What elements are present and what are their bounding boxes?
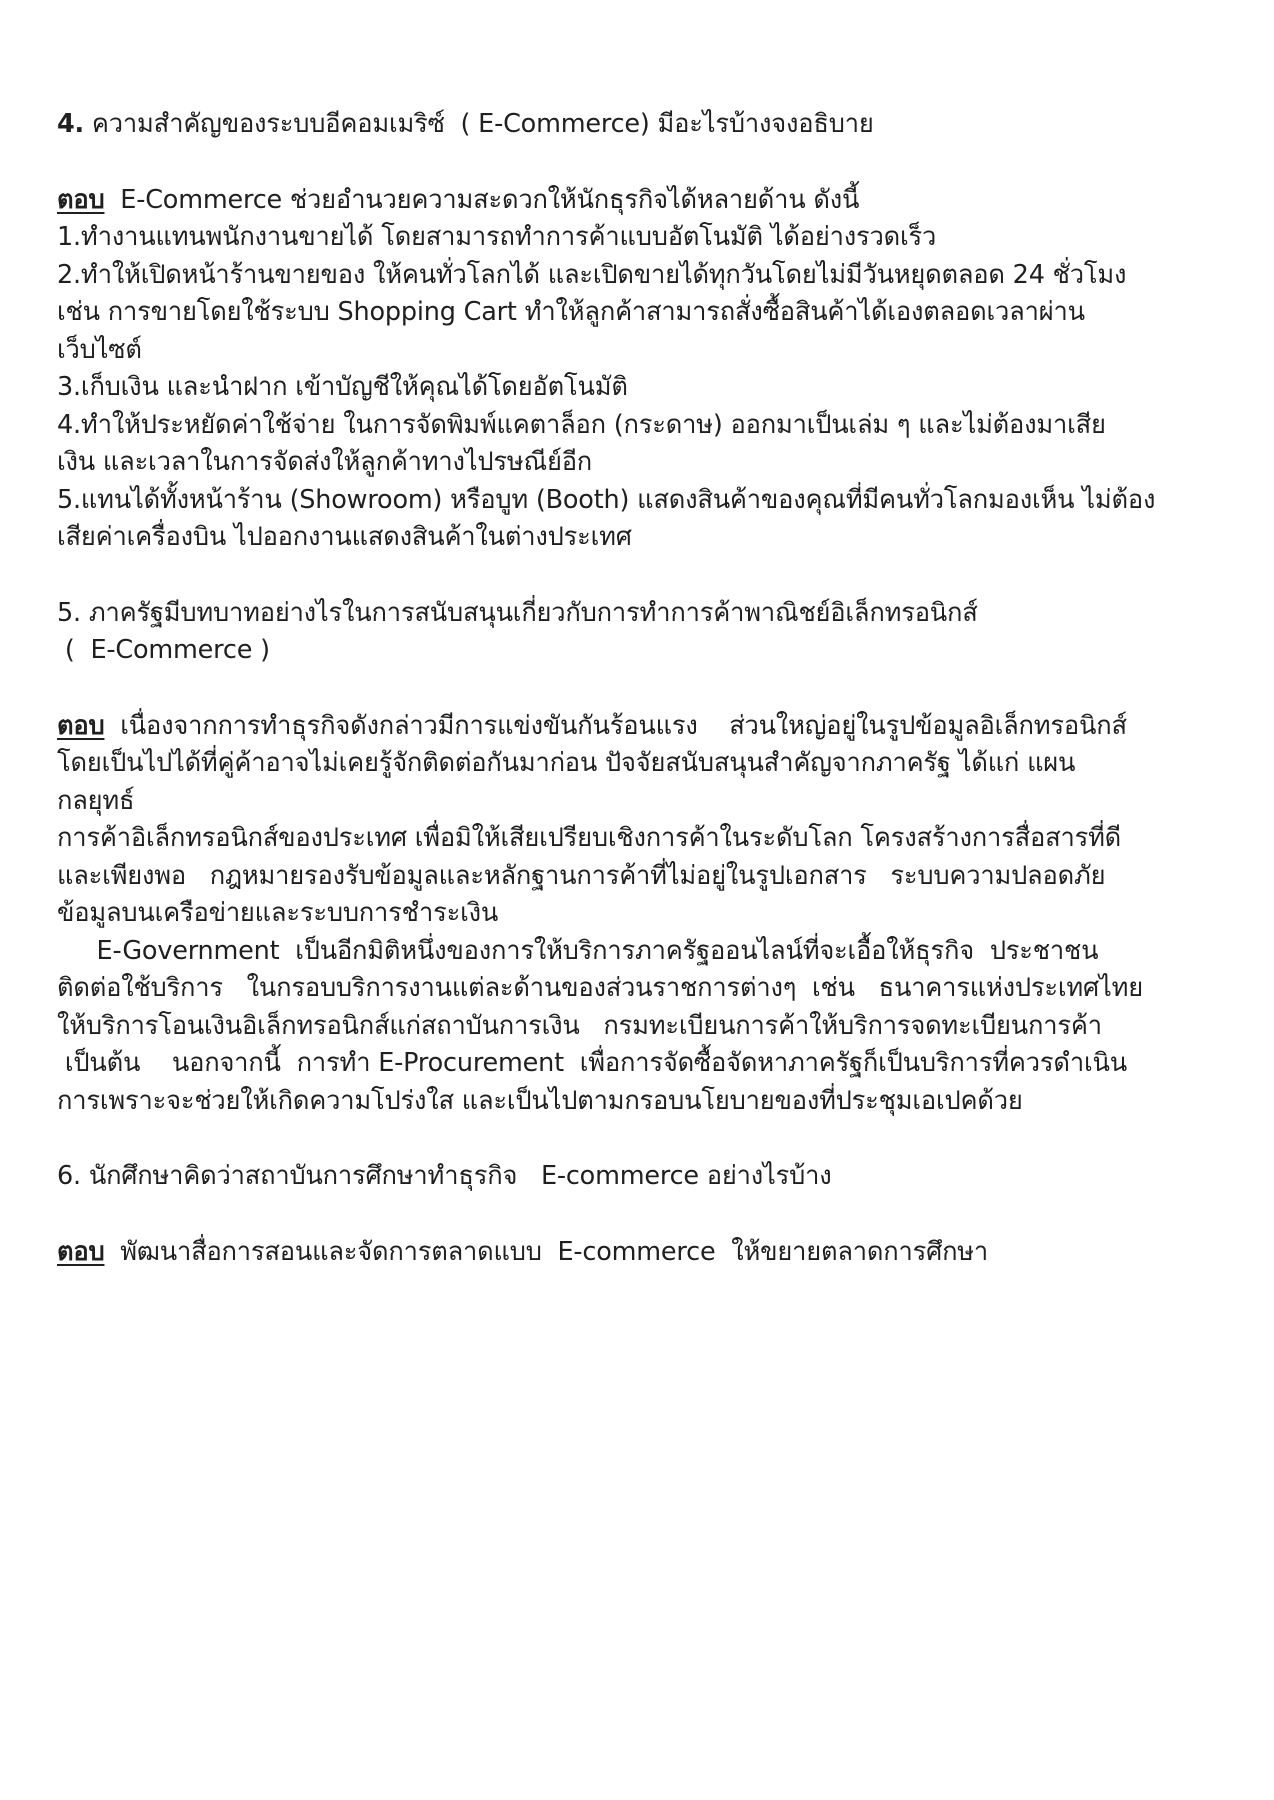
q4-answer-label: ตอบ	[57, 184, 105, 215]
q5-answer-line-7: ติดต่อใช้บริการ ในกรอบบริการงานแต่ละด้านของส่วนราชการต่างๆ เช่น ธนาคารแห่งประเทศไทย	[57, 973, 1143, 1003]
q4-title	[57, 106, 1214, 144]
q5-answer-label: ตอบ	[57, 710, 105, 741]
q4-answer-line-1: 1.ทำงานแทนพนักงานขายได้ โดยสามารถทำการค้าแบบอัตโนมัติ ได้อย่างรวดเร็ว	[57, 222, 937, 252]
q4-answer-line-4: เว็บไซต์	[57, 334, 142, 365]
q4-answer-line-0	[57, 182, 1214, 220]
q4-answer-line-6: 4.ทำให้ประหยัดค่าใช้จ่าย ในการจัดพิมพ์แคตาล็อก (กระดาษ) ออกมาเป็นเล่ม ๆ และไม่ต้องมาเสีย	[57, 409, 1106, 440]
q6-title: 6. นักศึกษาคิดว่าสถาบันการศึกษาทำธุรกิจ E-commerce อย่างไรบ้าง	[57, 1161, 832, 1191]
q5-answer-line-6: E-Government เป็นอีกมิติหนึ่งของการให้บริการภาครัฐออนไลน์ที่จะเอื้อให้ธุรกิจ ประชาชน	[57, 935, 1099, 966]
q5-title-line-0: 5. ภาครัฐมีบทบาทอย่างไรในการสนับสนุนเกี่ยวกับการทำการค้าพาณิชย์อิเล็กทรอนิกส์	[57, 597, 978, 628]
q4-answer-line-2: 2.ทำให้เปิดหน้าร้านขายของ ให้คนทั่วโลกได้ และเปิดขายได้ทุกวันโดยไม่มีวันหยุดตลอด 24 ชั่วโมง	[57, 259, 1127, 290]
q5-answer-line-1: โดยเป็นไปได้ที่คู่ค้าอาจไม่เคยรู้จักติดต่อกันมาก่อน ปัจจัยสนับสนุนสำคัญจากภาครัฐ ได้แก่ แผน	[57, 748, 1076, 778]
q6-answer-label: ตอบ	[57, 1236, 105, 1267]
q6-answer-text: พัฒนาสื่อการสอนและจัดการตลาดแบบ E-commerce ให้ขยายตลาดการศึกษา	[104, 1236, 989, 1267]
q4-answer-line-7: เงิน และเวลาในการจัดส่งให้ลูกค้าทางไปรษณีย์อีก	[57, 447, 593, 477]
q4-answer-line-3: เช่น การขายโดยใช้ระบบ Shopping Cart ทำให้ลูกค้าสามารถสั่งซื้อสินค้าได้เองตลอดเวลาผ่าน	[57, 297, 1085, 327]
q5-answer-first: เนื่องจากการทำธุรกิจดังกล่าวมีการแข่งขันกันร้อนแรง ส่วนใหญ่อยู่ในรูปข้อมูลอิเล็กทรอนิกส์	[104, 710, 1127, 741]
q4-answer-text-0: E-Commerce ช่วยอำนวยความสะดวกให้นักธุรกิจได้หลายด้าน ดังนี้	[104, 184, 860, 215]
q5-answer-line-5: ข้อมูลบนเครือข่ายและระบบการชำระเงิน	[57, 898, 499, 928]
q6-answer-line	[57, 1234, 1214, 1272]
q5-answer-line-3: การค้าอิเล็กทรอนิกส์ของประเทศ เพื่อมิให้เสียเปรียบเชิงการค้าในระดับโลก โครงสร้างการสื่อสารที่ดี	[57, 823, 1122, 853]
q5-title-line-1: ( E-Commerce )	[57, 635, 270, 665]
q4-title-text: ความสำคัญของระบบอีคอมเมริซ์ ( E-Commerce) มีอะไรบ้างจงอธิบาย	[84, 109, 874, 139]
q5-answer-line-8: ให้บริการโอนเงินอิเล็กทรอนิกส์แก่สถาบันการเงิน กรมทะเบียนการค้าให้บริการจดทะเบียนการค้า	[57, 1010, 1102, 1041]
q5-answer-line-10: การเพราะจะช่วยให้เกิดความโปร่งใส และเป็นไปตามกรอบนโยบายของที่ประชุมเอเปคด้วย	[57, 1085, 1023, 1116]
q5-answer-line-9: เป็นต้น นอกจากนี้ การทำ E-Procurement เพื่อการจัดซื้อจัดหาภาครัฐก็เป็นบริการที่ควรดำเนิน	[57, 1048, 1127, 1078]
q4-answer-line-5: 3.เก็บเงิน และนำฝาก เข้าบัญชีให้คุณได้โดยอัตโนมัติ	[57, 372, 628, 402]
q5-answer-line-4: และเพียงพอ กฎหมายรองรับข้อมูลและหลักฐานการค้าที่ไม่อยู่ในรูปเอกสาร ระบบความปลอดภัย	[57, 860, 1106, 891]
q5-answer-line-2: กลยุทธ์	[57, 785, 135, 816]
q5-answer-line-0	[57, 708, 1214, 746]
q4-number: 4.	[57, 109, 85, 139]
q4-answer-line-9: เสียค่าเครื่องบิน ไปออกงานแสดงสินค้าในต่างประเทศ	[57, 522, 632, 552]
q4-answer-line-8: 5.แทนได้ทั้งหน้าร้าน (Showroom) หรือบูท (Booth) แสดงสินค้าของคุณที่มีคนทั่วโลกมองเห็น ไม่ต้อง	[57, 484, 1156, 515]
